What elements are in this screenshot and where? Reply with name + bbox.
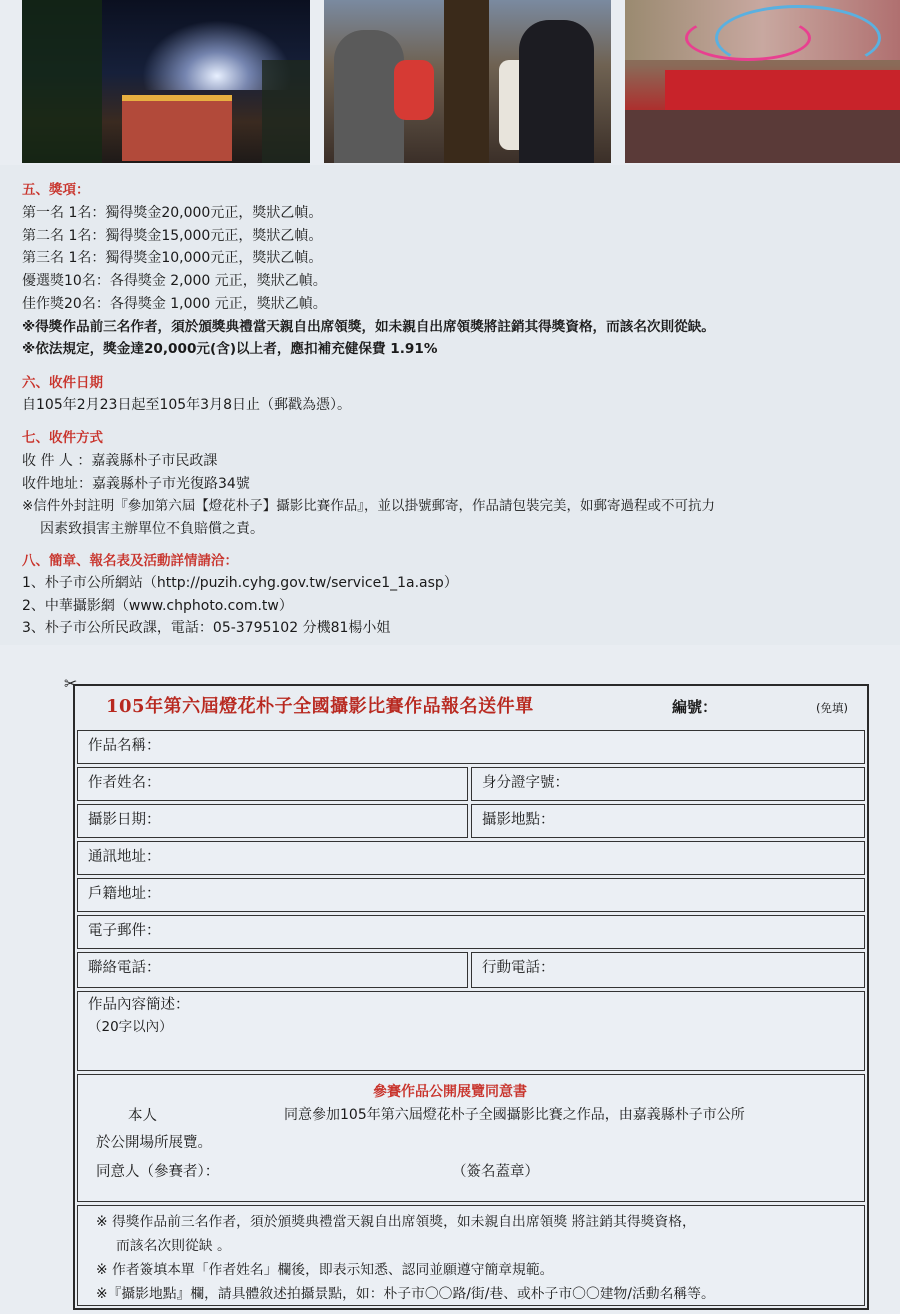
field-description[interactable] [77, 991, 865, 1071]
field-mobile-label: 行動電話： [482, 960, 555, 976]
award-second: 第二名 1名：獨得獎金15,000元正，獎狀乙幀。 [22, 227, 323, 244]
field-mobile[interactable] [471, 952, 865, 988]
form-number-note: (免填) [816, 701, 848, 715]
field-author-name[interactable] [77, 767, 468, 801]
field-work-name[interactable] [77, 730, 865, 764]
section-dates-heading: 六、收件日期 [22, 375, 103, 391]
field-household-address[interactable] [77, 878, 865, 912]
consent-title: 參賽作品公開展覽同意書 [373, 1084, 527, 1100]
mailing-note-cont: 因素致損害主辦單位不負賠償之責。 [40, 521, 264, 538]
consenter-label: 同意人（參賽者）： [96, 1164, 220, 1180]
awards-list [22, 202, 715, 361]
contact-website: 1、朴子市公所網站（http://puzih.cyhg.gov.tw/service1_1a.asp） [22, 575, 458, 591]
field-shoot-date[interactable] [77, 804, 468, 838]
field-email[interactable] [77, 915, 865, 949]
consent-text: 同意參加105年第六屆燈花朴子全國攝影比賽之作品，由嘉義縣朴子市公所 [284, 1107, 745, 1123]
award-merit: 優選獎10名：各得獎金 2,000 元正，獎狀乙幀。 [22, 273, 327, 290]
field-author-name-label: 作者姓名： [88, 775, 161, 791]
field-description-limit: （20字以內） [88, 1019, 173, 1035]
recipient-address: 收件地址：嘉義縣朴子市光復路34號 [22, 475, 250, 492]
field-description-label: 作品內容簡述： [88, 997, 190, 1013]
form-title: 105年第六屆燈花朴子全國攝影比賽作品報名送件單 [106, 696, 534, 717]
submission-dates: 自105年2月23日起至105年3月8日止（郵戳為憑）。 [22, 397, 351, 413]
field-mail-address[interactable] [77, 841, 865, 875]
field-shoot-date-label: 攝影日期： [88, 812, 161, 828]
mailing-note: ※信件外封註明『參加第六屆【燈花朴子】攝影比賽作品』，並以掛號郵寄，作品請包裝完美，如郵寄過程或不可抗力 [22, 498, 716, 515]
parents-babies-photo [324, 0, 611, 163]
consent-text-cont: 於公開場所展覽。 [96, 1135, 212, 1151]
form-note-sign: ※ 作者簽填本單「作者姓名」欄後，即表示知悉、認同並願遵守簡章規範。 [96, 1262, 554, 1278]
ribbon-dance-photo [625, 0, 900, 163]
form-note-attendance-cont: 而該名次則從缺 。 [116, 1238, 231, 1254]
awards-note-attendance: ※得獎作品前三名作者，須於頒獎典禮當天親自出席領獎，如未親自出席領獎將註銷其得獎資格，而該名次則從缺。 [22, 318, 715, 335]
field-email-label: 電子郵件： [88, 923, 161, 939]
award-honorable: 佳作獎20名：各得獎金 1,000 元正，獎狀乙幀。 [22, 295, 327, 312]
contact-list [22, 572, 458, 640]
field-mail-address-label: 通訊地址： [88, 849, 161, 865]
contact-chphoto: 2、中華攝影網（www.chphoto.com.tw） [22, 597, 293, 614]
consent-me: 本人 [128, 1108, 157, 1124]
field-phone-label: 聯絡電話： [88, 960, 161, 976]
award-third: 第三名 1名：獨得獎金10,000元正，獎狀乙幀。 [22, 250, 323, 267]
section-method-heading: 七、收件方式 [22, 430, 103, 446]
signature-label: （簽名蓋章） [452, 1164, 539, 1180]
contact-phone: 3、朴子市公所民政課，電話：05-3795102 分機81楊小姐 [22, 620, 391, 637]
scissors-icon: ✂ [64, 674, 78, 693]
field-phone[interactable] [77, 952, 468, 988]
form-number-label: 編號： [672, 698, 718, 716]
field-household-address-label: 戶籍地址： [88, 886, 161, 902]
form-note-attendance: ※ 得獎作品前三名作者，須於頒獎典禮當天親自出席領獎，如未親自出席領獎 將註銷其得獎資格， [96, 1214, 696, 1230]
field-shoot-place-label: 攝影地點： [482, 812, 555, 828]
field-shoot-place[interactable] [471, 804, 865, 838]
field-id-number-label: 身分證字號： [482, 775, 569, 791]
section-awards-heading: 五、獎項： [22, 182, 90, 198]
award-first: 第一名 1名：獨得獎金20,000元正，獎狀乙幀。 [22, 205, 323, 221]
fireworks-temple-photo [22, 0, 310, 163]
section-contact-heading: 八、簡章、報名表及活動詳情請洽： [22, 553, 238, 569]
field-work-name-label: 作品名稱： [88, 738, 161, 754]
submission-method [22, 450, 715, 541]
recipient: 收 件 人 ：嘉義縣朴子市民政課 [22, 453, 218, 469]
field-id-number[interactable] [471, 767, 865, 801]
form-note-location: ※『攝影地點』欄，請具體敘述拍攝景點，如：朴子市〇〇路/街/巷、或朴子市〇〇建物/活動名稱等。 [96, 1286, 715, 1302]
awards-note-insurance: ※依法規定，獎金達20,000元(含)以上者，應扣補充健保費 1.91% [22, 341, 438, 358]
